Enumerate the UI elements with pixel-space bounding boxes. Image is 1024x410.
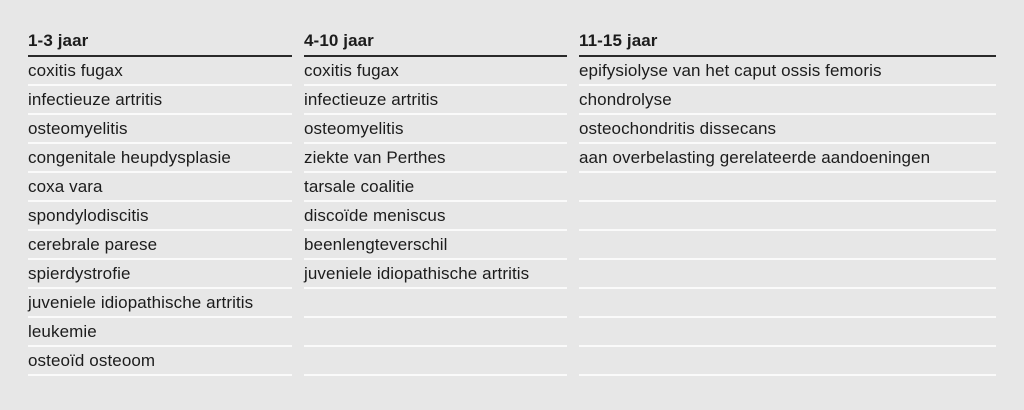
table-cell-col3-row1: epifysiolyse van het caput ossis femoris: [579, 57, 996, 86]
column-header-2: 4-10 jaar: [304, 26, 567, 57]
table-cell-col3-row9: [579, 289, 996, 318]
table-cell-col1-row10: leukemie: [28, 318, 292, 347]
table-cell-col3-row7: [579, 231, 996, 260]
table-cell-col2-row8: juveniele idiopathische artritis: [304, 260, 567, 289]
table-cell-col3-row10: [579, 318, 996, 347]
column-header-1: 1-3 jaar: [28, 26, 292, 57]
table-cell-col2-row2: infectieuze artritis: [304, 86, 567, 115]
table-cell-col1-row11: osteoïd osteoom: [28, 347, 292, 376]
table-cell-col2-row5: tarsale coalitie: [304, 173, 567, 202]
table-cell-col2-row7: beenlengteverschil: [304, 231, 567, 260]
age-diagnosis-table: [28, 26, 995, 376]
table-cell-col1-row4: congenitale heupdysplasie: [28, 144, 292, 173]
table-cell-col1-row5: coxa vara: [28, 173, 292, 202]
table-cell-col3-row4: aan overbelasting gerelateerde aandoeningen: [579, 144, 996, 173]
table-cell-col1-row1: coxitis fugax: [28, 57, 292, 86]
table-cell-col3-row3: osteochondritis dissecans: [579, 115, 996, 144]
table-cell-col2-row10: [304, 318, 567, 347]
table-cell-col2-row4: ziekte van Perthes: [304, 144, 567, 173]
table-cell-col1-row8: spierdystrofie: [28, 260, 292, 289]
table-cell-col1-row7: cerebrale parese: [28, 231, 292, 260]
table-cell-col1-row9: juveniele idiopathische artritis: [28, 289, 292, 318]
table-cell-col1-row3: osteomyelitis: [28, 115, 292, 144]
table-cell-col2-row11: [304, 347, 567, 376]
table-cell-col2-row6: discoïde meniscus: [304, 202, 567, 231]
table-cell-col2-row9: [304, 289, 567, 318]
table-cell-col2-row3: osteomyelitis: [304, 115, 567, 144]
table-cell-col1-row2: infectieuze artritis: [28, 86, 292, 115]
table-cell-col3-row5: [579, 173, 996, 202]
table-cell-col2-row1: coxitis fugax: [304, 57, 567, 86]
table-cell-col3-row6: [579, 202, 996, 231]
table-cell-col1-row6: spondylodiscitis: [28, 202, 292, 231]
table-cell-col3-row11: [579, 347, 996, 376]
column-header-3: 11-15 jaar: [579, 26, 996, 57]
table-cell-col3-row2: chondrolyse: [579, 86, 996, 115]
table-cell-col3-row8: [579, 260, 996, 289]
